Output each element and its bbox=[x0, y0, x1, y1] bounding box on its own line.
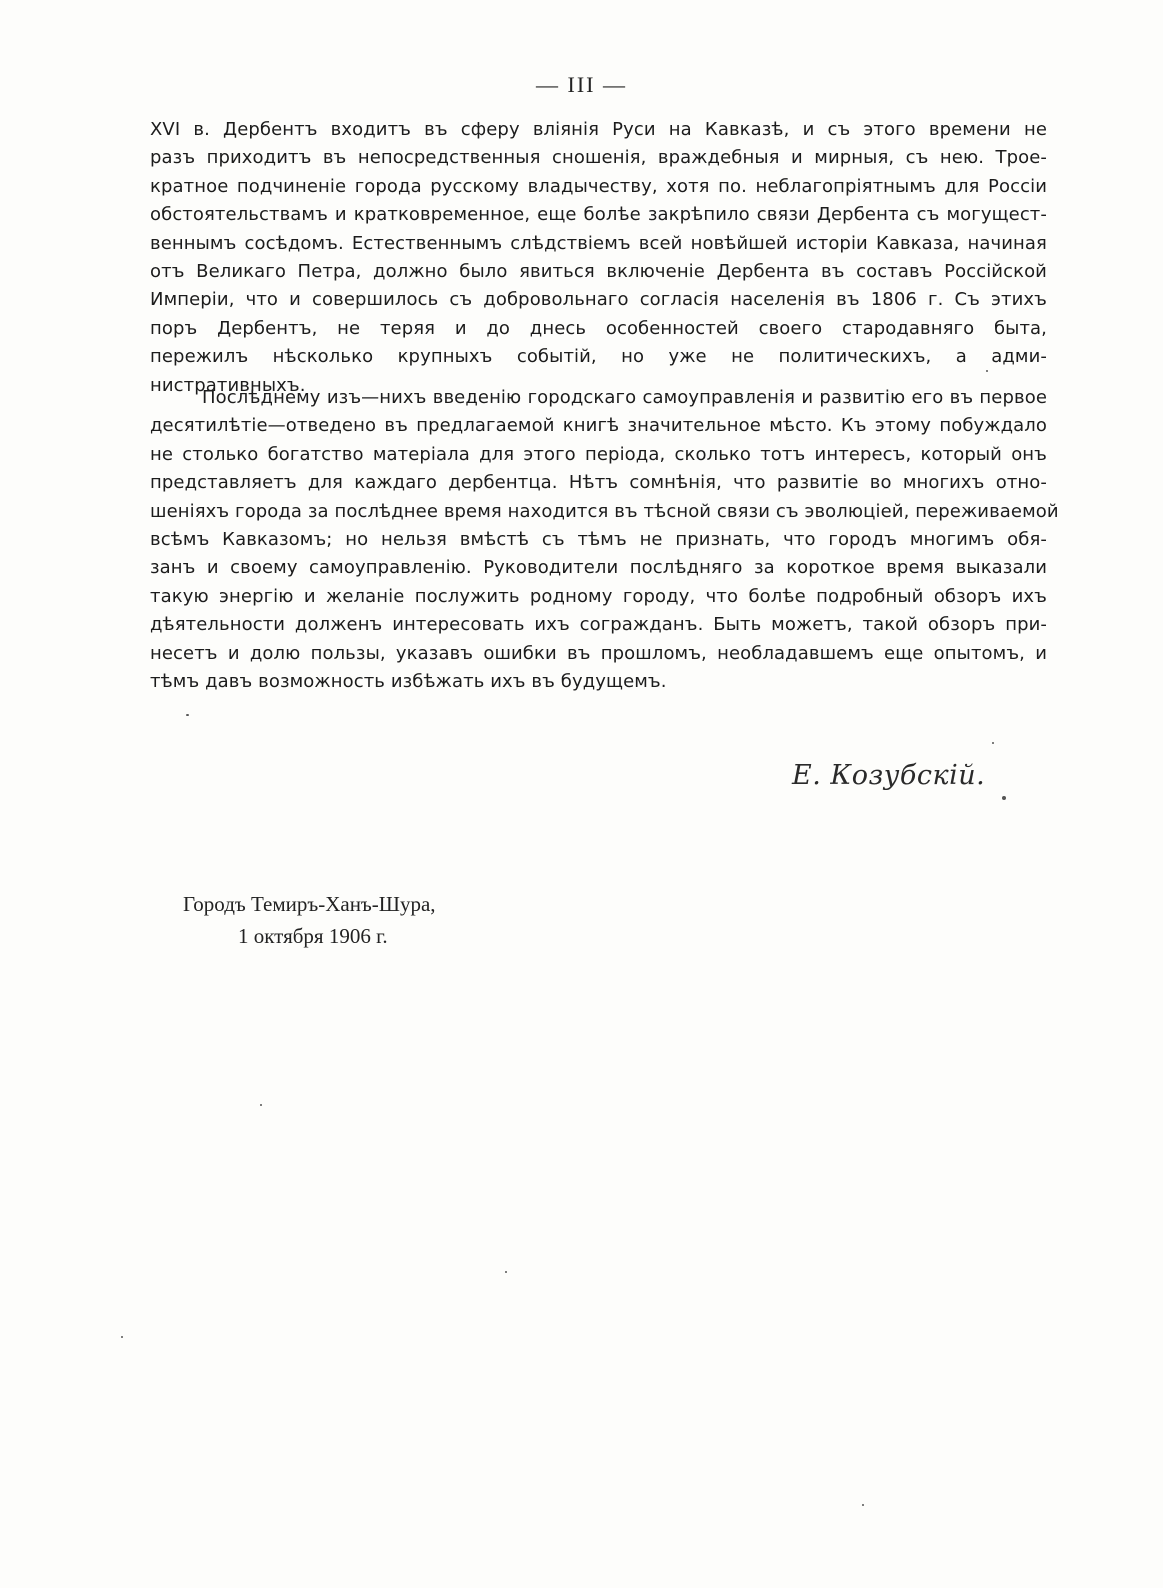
scan-speck bbox=[862, 1504, 864, 1506]
scan-speck bbox=[186, 714, 189, 716]
text-line: несетъ и долю пользы, указавъ ошибки въ прошломъ, необладавшемъ еще опытомъ, и bbox=[150, 642, 1047, 664]
paragraph-2 bbox=[150, 384, 1059, 696]
author-signature: Е. Козубскій. bbox=[792, 760, 986, 791]
closing-place: Городъ Темиръ-Ханъ-Шура, bbox=[183, 892, 436, 916]
closing-date: 1 октября 1906 г. bbox=[238, 924, 388, 948]
text-line: тѣмъ давъ возможность избѣжать ихъ въ будущемъ. bbox=[150, 671, 667, 693]
text-line: не столько богатство матеріала для этого періода, сколько тотъ интересъ, который онъ bbox=[150, 443, 1047, 465]
text-line: XVI в. Дербентъ входитъ въ сферу вліянія Руси на Кавказѣ, и съ этого времени не bbox=[150, 119, 1047, 140]
text-line: кратное подчиненіе города русскому владычеству, хотя по. неблагопріятнымъ для Россіи bbox=[150, 175, 1047, 197]
text-line: поръ Дербентъ, не теряя и до днесь особенностей своего стародавняго быта, bbox=[150, 317, 1047, 339]
scan-speck bbox=[986, 370, 988, 372]
text-line: нистративныхъ. bbox=[150, 374, 306, 396]
text-line: занъ и своему самоуправленію. Руководители послѣдняго за короткое время выказали bbox=[150, 557, 1047, 579]
scan-speck bbox=[992, 742, 994, 744]
text-line: такую энергію и желаніе послужить родному городу, что болѣе подробный обзоръ ихъ bbox=[150, 585, 1047, 607]
text-line: представляетъ для каждаго дербентца. Нѣтъ сомнѣнія, что развитіе во многихъ отно- bbox=[150, 472, 1047, 494]
scan-speck bbox=[1002, 796, 1006, 800]
scan-speck bbox=[260, 1104, 262, 1106]
text-line: отъ Великаго Петра, должно было явиться включеніе Дербента въ составъ Россійской bbox=[150, 261, 1047, 283]
text-line: веннымъ сосѣдомъ. Естественнымъ слѣдствіемъ всей новѣйшей исторіи Кавказа, начиная bbox=[150, 232, 1047, 254]
scan-speck bbox=[505, 1271, 507, 1273]
text-line: пережилъ нѣсколько крупныхъ событій, но уже не политическихъ, а адми- bbox=[150, 346, 1047, 368]
text-line: Имперіи, что и совершилось съ добровольнаго согласія населенія въ 1806 г. Съ этихъ bbox=[150, 289, 1047, 311]
text-line: Послѣднему изъ—нихъ введенію городскаго самоуправленія и развитію его въ первое bbox=[202, 387, 1047, 408]
text-line: обстоятельствамъ и кратковременное, еще болѣе закрѣпило связи Дербента съ могущест- bbox=[150, 204, 1047, 226]
text-line: десятилѣтіе—отведено въ предлагаемой книгѣ значительное мѣсто. Къ этому побуждало bbox=[150, 415, 1047, 437]
text-line: дѣятельности долженъ интересовать ихъ согражданъ. Быть можетъ, такой обзоръ при- bbox=[150, 614, 1047, 636]
text-line: шеніяхъ города за послѣднее время находится въ тѣсной связи съ эволюціей, переживаемой bbox=[150, 500, 1059, 522]
text-line: разъ приходитъ въ непосредственныя сношенія, враждебныя и мирныя, съ нею. Трое- bbox=[150, 147, 1047, 169]
scan-speck bbox=[121, 1336, 123, 1338]
page-number: — III — bbox=[536, 72, 627, 97]
text-line: всѣмъ Кавказомъ; но нельзя вмѣстѣ съ тѣмъ не признать, что городъ многимъ обя- bbox=[150, 529, 1047, 551]
paragraph-1 bbox=[150, 116, 1047, 400]
